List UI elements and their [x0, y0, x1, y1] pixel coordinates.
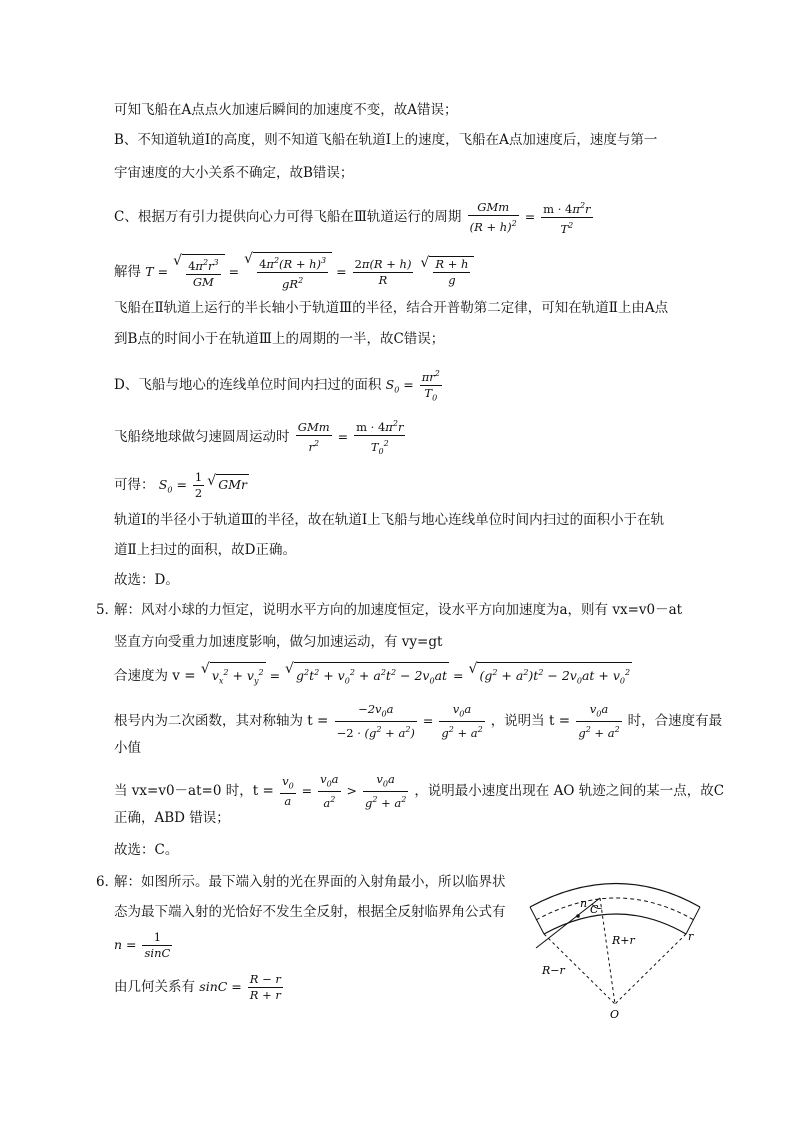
label-R-minus-r: R−r: [542, 964, 565, 977]
text-line: 飞船在Ⅱ轨道上运行的半长轴小于轨道Ⅲ的半径，结合开普勒第二定律，可知在轨道Ⅱ上由A点: [114, 300, 669, 316]
text-span: 当 vx=v0－at=0 时，t =: [114, 783, 274, 800]
formula-line-S0: [114, 366, 444, 405]
text-span: 飞船绕地球做匀速圆周运动时: [114, 428, 290, 445]
formula-line-orbit: [114, 416, 407, 459]
text-span: 合速度为 v =: [114, 668, 196, 685]
text-line: 可知飞船在A点点火加速后瞬间的加速度不变，故A错误；: [114, 102, 458, 118]
inner-arc: [544, 914, 686, 934]
text-line: 道Ⅱ上扫过的面积，故D正确。: [114, 542, 296, 558]
text-span: 可得：: [114, 477, 155, 493]
formula-line-period: [114, 198, 595, 237]
left-edge: [530, 907, 544, 934]
equation: √ $v_x^2 + v_y^2$ = √ $g^2t^2 + v_0^2 + a^2t^2 - 2v_0at$ = √ $(g^2 + a^2)t^2 - 2v_0at + v_0^2$: [200, 668, 632, 683]
equation: $S_0$ = $\frac{1}{2}$ √ GMr: [159, 477, 249, 492]
question-number: 5．: [96, 602, 119, 618]
optics-diagram: [522, 872, 712, 1022]
middle-dashed-arc: [536, 898, 694, 920]
formula-line-T: [114, 252, 474, 292]
equation: $\frac{\text{GMm}}{(R + h)^2}$ = $\frac{m \cdot 4\pi^2r}{T^2}$: [469, 199, 591, 236]
text-line: 故选：D。: [114, 572, 179, 588]
text-line: 宇宙速度的大小关系不确定，故B错误；: [114, 165, 354, 181]
equation: T = √ $\frac{4\pi^2r^3}{GM}$ = √ $\frac{4\pi^2(R + h)^3}{gR^2}$ = $\frac{2\pi(R + h)}{R}$ √ $\frac{R + h}{g}$: [145, 264, 474, 279]
text-span: ，说明最小速度出现在 AO 轨迹之间的某一点，故C: [414, 783, 725, 800]
formula-line-axis: [114, 702, 722, 741]
text-line: 解：如图所示。最下端入射的光在界面的入射角最小，所以临界状: [114, 874, 506, 890]
text-line: 小值: [114, 740, 141, 756]
text-span: 解得: [114, 263, 141, 280]
question-number: 6．: [96, 874, 119, 890]
equation: $\frac{v_0a}{g^2 + a^2}$: [578, 702, 620, 741]
equation: $\frac{\text{GMm}}{r^2}$ = $\frac{m \cdot 4\pi^2r}{T_0^2}$: [294, 429, 408, 444]
text-line: 轨道Ⅰ的半径小于轨道Ⅲ的半径，故在轨道Ⅰ上飞船与地心连线单位时间内扫过的面积小于在轨: [114, 512, 665, 528]
text-line: 态为最下端入射的光恰好不发生全反射，根据全反射临界角公式有: [114, 904, 506, 920]
text-line: B、不知道轨道Ⅰ的高度，则不知道飞船在轨道Ⅰ上的速度，飞船在A点加速度后，速度与第一: [114, 132, 658, 148]
formula-line-sinC: [114, 972, 285, 1003]
text-span: 根号内为二次函数，其对称轴为 t =: [114, 713, 329, 730]
text-line: 故选：C。: [114, 842, 179, 858]
equation: $\frac{-2v_0a}{-2 \cdot (g^2 + a^2)}$ = $\frac{v_0a}{g^2 + a^2}$: [336, 702, 483, 741]
text-span: 由几何关系有: [114, 979, 195, 995]
text-span: 时，合速度有最: [627, 713, 723, 730]
outer-arc: [530, 884, 700, 908]
text-span: D、飞船与地心的连线单位时间内扫过的面积: [114, 377, 382, 394]
equation: $\frac{v_0}{a}$ = $\frac{v_0a}{a^2}$ > $\frac{v_0a}{g^2 + a^2}$: [282, 772, 407, 811]
formula-line-compare: [114, 772, 724, 811]
text-line: 解：风对小球的力恒定，说明水平方向的加速度恒定，设水平方向加速度为a，则有 vx=v0－at: [114, 602, 683, 618]
equation: n = $\frac{1}{\sin C}$: [114, 930, 171, 960]
label-O: O: [610, 1008, 620, 1021]
label-C: C: [590, 903, 599, 916]
text-line: 正确，ABD 错误；: [114, 810, 230, 826]
label-n: n: [580, 897, 588, 910]
incident-point: [576, 914, 580, 918]
text-line: 到B点的时间小于在轨道Ⅲ上的周期的一半，故C错误；: [114, 331, 445, 347]
text-span: ，说明当 t =: [490, 713, 571, 730]
text-line: 竖直方向受重力加速度影响，做匀加速运动，有 vy=gt: [114, 634, 443, 650]
equation: $S_0$ = $\frac{\pi r^2}{T_0}$: [386, 377, 444, 392]
formula-line-result: [114, 470, 249, 501]
label-r: r: [688, 930, 694, 943]
text-span: C、根据万有引力提供向心力可得飞船在Ⅲ轨道运行的周期: [114, 208, 462, 225]
equation: sinC = $\frac{R - r}{R + r}$: [199, 972, 281, 1002]
label-R-plus-r: R+r: [612, 934, 635, 947]
formula-line-v: [114, 662, 632, 692]
formula-line-n: [114, 930, 174, 961]
